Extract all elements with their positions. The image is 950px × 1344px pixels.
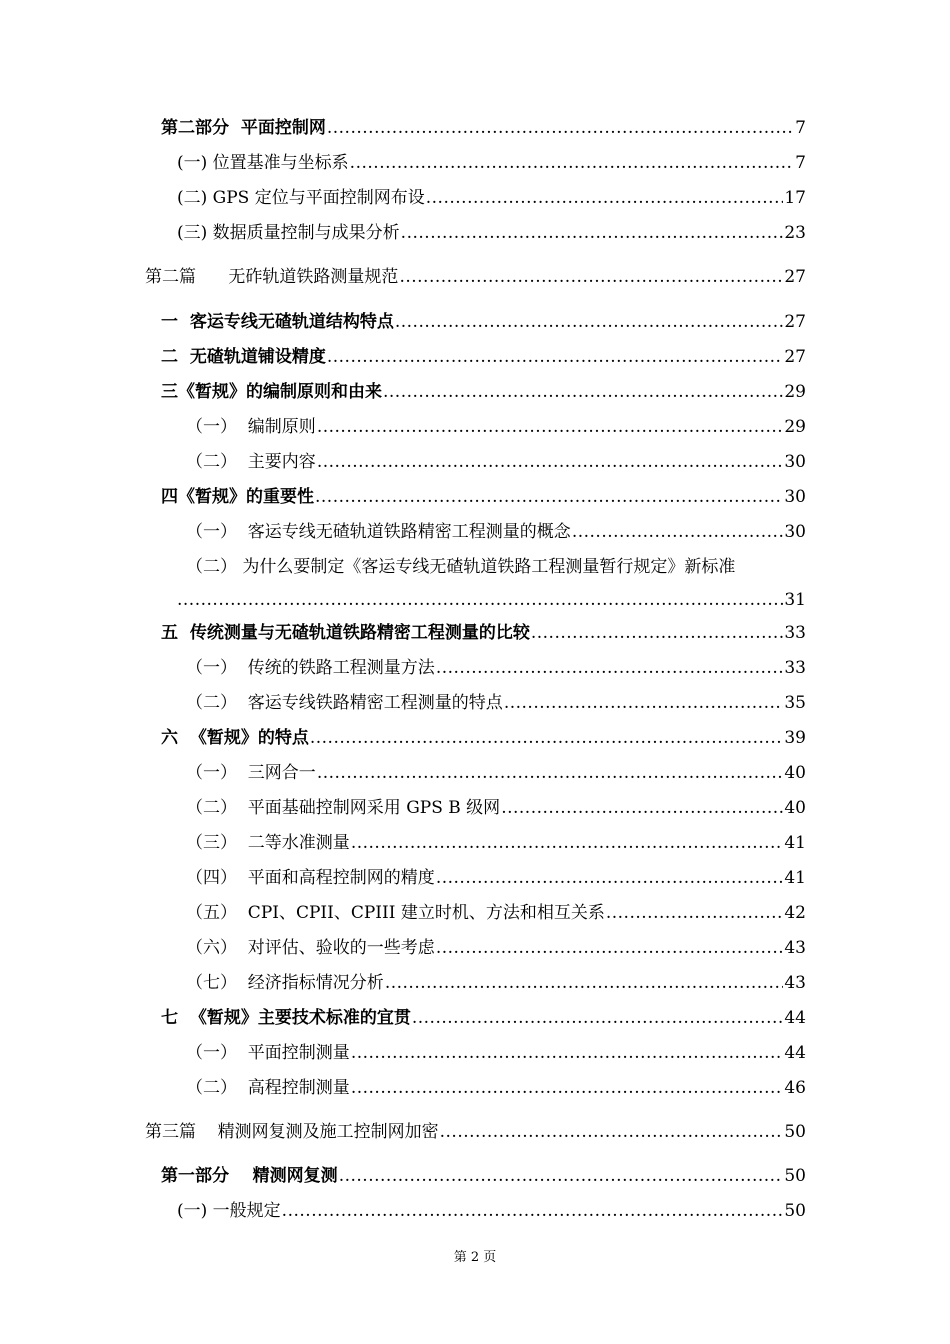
toc-entry[interactable] <box>145 266 806 288</box>
toc-entry-page: 30 <box>784 522 806 542</box>
toc-entry-page: 44 <box>784 1043 806 1063</box>
toc-entry[interactable] <box>186 867 806 889</box>
dot-leader <box>436 867 784 889</box>
toc-entry-label: (一) 一般规定 <box>177 1201 281 1221</box>
toc-entry[interactable] <box>161 1007 806 1029</box>
toc-entry[interactable] <box>177 222 806 244</box>
toc-entry[interactable] <box>186 657 806 679</box>
toc-entry-page: 31 <box>784 590 806 610</box>
toc-entry-label: （一） 编制原则 <box>186 417 316 437</box>
dot-leader <box>440 1121 784 1143</box>
toc-entry[interactable] <box>186 797 806 819</box>
toc-entry-page: 30 <box>784 452 806 472</box>
toc-entry-page: 27 <box>784 267 806 287</box>
toc-entry-page: 29 <box>784 417 806 437</box>
toc-entry[interactable] <box>161 622 806 644</box>
toc-entry-page: 44 <box>784 1008 806 1028</box>
toc-entry-page: 42 <box>784 903 806 923</box>
dot-leader <box>350 152 795 174</box>
toc-entry-label: (三) 数据质量控制与成果分析 <box>177 223 400 243</box>
toc-entry-page: 27 <box>784 347 806 367</box>
toc-entry-label: 一 客运专线无碴轨道结构特点 <box>161 312 394 332</box>
toc-entry-label: (二) GPS 定位与平面控制网布设 <box>177 188 425 208</box>
toc-entry[interactable] <box>177 187 806 209</box>
dot-leader <box>606 902 784 924</box>
dot-leader <box>315 486 783 508</box>
toc-entry-label: （二） 平面基础控制网采用 GPS B 级网 <box>186 798 501 818</box>
dot-leader <box>351 832 784 854</box>
toc-entry-page: 43 <box>784 938 806 958</box>
toc-entry-label: 四《暂规》的重要性 <box>161 487 314 507</box>
toc-entry-label: 六 《暂规》的特点 <box>161 728 309 748</box>
toc-entry[interactable] <box>186 832 806 854</box>
dot-leader <box>383 381 783 403</box>
toc-entry-page: 29 <box>784 382 806 402</box>
toc-entry-page: 50 <box>784 1166 806 1186</box>
toc-entry-label: （一） 传统的铁路工程测量方法 <box>186 658 435 678</box>
toc-entry-page: 41 <box>784 868 806 888</box>
toc-entry-label: 第二部分 平面控制网 <box>161 118 326 138</box>
dot-leader <box>401 222 784 244</box>
toc-entry-page: 27 <box>784 312 806 332</box>
toc-entry-label: 七 《暂规》主要技术标准的宜贯 <box>161 1008 411 1028</box>
toc-entry[interactable] <box>177 1200 806 1222</box>
dot-leader <box>317 762 784 784</box>
toc-entry-label: （七） 经济指标情况分析 <box>186 973 384 993</box>
toc-entry-label: 二 无碴轨道铺设精度 <box>161 347 326 367</box>
toc-entry-page: 17 <box>784 188 806 208</box>
toc-entry-label: （二） 为什么要制定《客运专线无碴轨道铁路工程测量暂行规定》新标准 <box>186 557 736 577</box>
toc-entry-label: 五 传统测量与无碴轨道铁路精密工程测量的比较 <box>161 623 530 643</box>
dot-leader <box>317 451 784 473</box>
toc-entry-label: （五） CPI、CPII、CPIII 建立时机、方法和相互关系 <box>186 903 605 923</box>
toc-entry[interactable] <box>161 381 806 403</box>
dot-leader <box>395 311 784 333</box>
toc-entry[interactable] <box>186 902 806 924</box>
dot-leader <box>412 1007 784 1029</box>
toc-entry-label: （二） 主要内容 <box>186 452 316 472</box>
toc-entry-page: 7 <box>795 118 806 138</box>
dot-leader <box>426 187 784 209</box>
toc-entry[interactable] <box>161 486 806 508</box>
toc-entry-label: （二） 高程控制测量 <box>186 1078 350 1098</box>
toc-entry[interactable] <box>161 311 806 333</box>
toc-entry-page: 40 <box>784 798 806 818</box>
toc-entry-label: （一） 客运专线无碴轨道铁路精密工程测量的概念 <box>186 522 571 542</box>
toc-entry-label: 三《暂规》的编制原则和由来 <box>161 382 382 402</box>
toc-entry[interactable] <box>145 1121 806 1143</box>
toc-entry-label: (一) 位置基准与坐标系 <box>177 153 349 173</box>
toc-entry-page: 39 <box>784 728 806 748</box>
toc-entry[interactable] <box>186 937 806 959</box>
toc-entry[interactable] <box>186 692 806 714</box>
toc-entry-label: （一） 三网合一 <box>186 763 316 783</box>
toc-entry[interactable] <box>186 762 806 784</box>
toc-entry[interactable] <box>186 1042 806 1064</box>
toc-entry-page: 33 <box>784 623 806 643</box>
toc-entry[interactable] <box>186 451 806 473</box>
toc-entry[interactable] <box>186 416 806 438</box>
toc-entry-label: 第三篇 精测网复测及施工控制网加密 <box>145 1122 439 1142</box>
dot-leader <box>531 622 784 644</box>
toc-entry-label: 第一部分 精测网复测 <box>161 1166 338 1186</box>
toc-entry-label: 第二篇 无砟轨道铁路测量规范 <box>145 267 399 287</box>
dot-leader <box>351 1042 784 1064</box>
dot-leader <box>282 1200 784 1222</box>
toc-entry-page: 50 <box>784 1122 806 1142</box>
toc-entry-page: 41 <box>784 833 806 853</box>
dot-leader <box>351 1077 784 1099</box>
dot-leader <box>327 346 784 368</box>
toc-entry[interactable] <box>186 521 806 543</box>
toc-entry-page: 23 <box>784 223 806 243</box>
toc-entry-label: （一） 平面控制测量 <box>186 1043 350 1063</box>
dot-leader <box>501 797 783 819</box>
toc-entry-label: （二） 客运专线铁路精密工程测量的特点 <box>186 693 503 713</box>
toc-entry-label: （四） 平面和高程控制网的精度 <box>186 868 435 888</box>
toc-entry-page: 43 <box>784 973 806 993</box>
dot-leader <box>339 1165 784 1187</box>
toc-entry-page: 50 <box>784 1201 806 1221</box>
dot-leader <box>317 416 784 438</box>
toc-entry[interactable] <box>161 727 806 749</box>
dot-leader <box>310 727 784 749</box>
dot-leader <box>436 657 784 679</box>
toc-entry[interactable] <box>161 117 806 139</box>
dot-leader <box>504 692 784 714</box>
dot-leader <box>572 521 784 543</box>
dot-leader <box>385 972 784 994</box>
toc-entry-page: 40 <box>784 763 806 783</box>
toc-entry[interactable] <box>177 589 806 611</box>
dot-leader <box>399 266 783 288</box>
toc-entry[interactable] <box>161 1165 806 1187</box>
toc-entry-page: 46 <box>784 1078 806 1098</box>
toc-entry[interactable] <box>177 152 806 174</box>
toc-entry-label: （六） 对评估、验收的一些考虑 <box>186 938 435 958</box>
toc-entry-page: 7 <box>795 153 806 173</box>
dot-leader <box>327 117 794 139</box>
toc-entry[interactable] <box>186 972 806 994</box>
toc-entry-page: 30 <box>784 487 806 507</box>
toc-entry-label: （三） 二等水准测量 <box>186 833 350 853</box>
dot-leader <box>177 589 783 611</box>
page-footer: 第 2 页 <box>453 1250 497 1265</box>
toc-entry-page: 33 <box>784 658 806 678</box>
toc-entry-page: 35 <box>784 693 806 713</box>
toc-entry[interactable] <box>161 346 806 368</box>
dot-leader <box>436 937 784 959</box>
toc-entry[interactable] <box>186 1077 806 1099</box>
